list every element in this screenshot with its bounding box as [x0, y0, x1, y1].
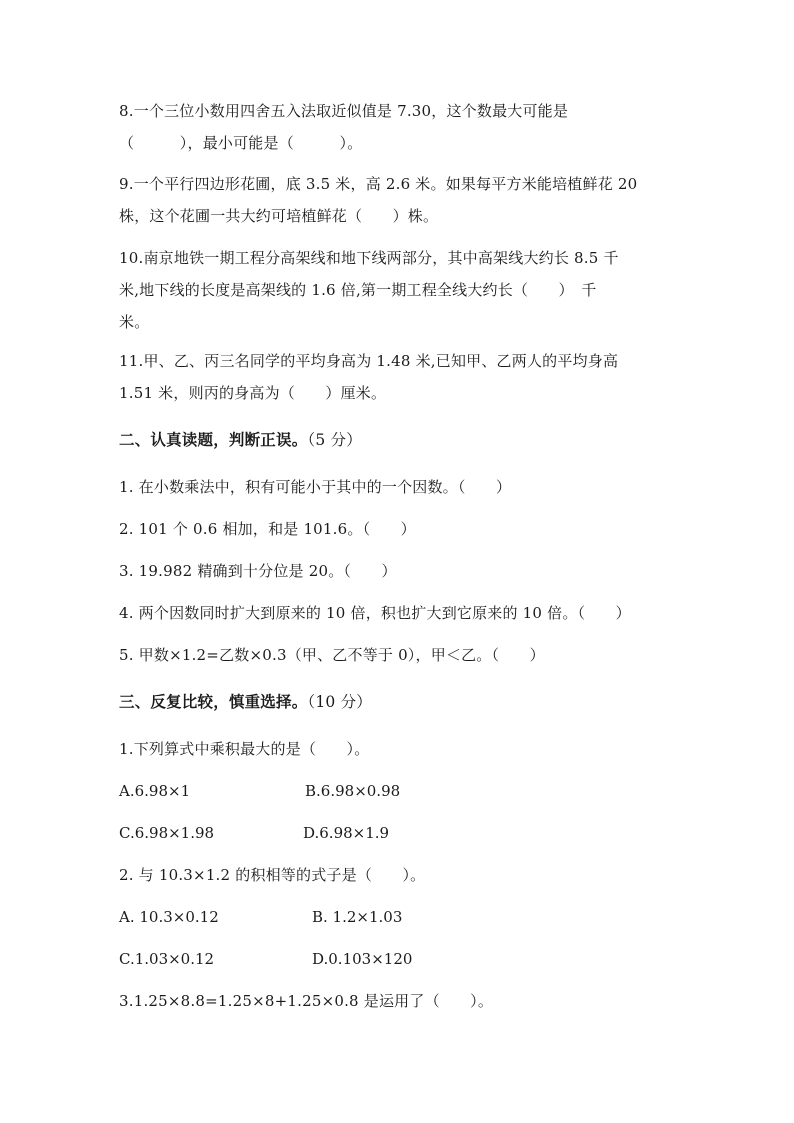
choice-question-2-stem: 2. 与 10.3×1.2 的积相等的式子是（ ）。 [119, 866, 426, 884]
question-10-line-3: 米。 [119, 313, 150, 331]
question-10-line-2: 米,地下线的长度是高架线的 1.6 倍,第一期工程全线大约长（ ） 千 [119, 281, 597, 299]
section-3-title: 三、反复比较，慎重选择。 [119, 692, 308, 711]
choice-1-option-d: D.6.98×1.9 [303, 824, 390, 842]
choice-2-option-c: C.1.03×0.12 [119, 950, 215, 968]
section-2-title: 二、认真读题，判断正误。 [119, 430, 308, 449]
choice-2-option-b: B. 1.2×1.03 [312, 908, 403, 926]
question-11-line-2: 1.51 米，则丙的身高为（ ）厘米。 [119, 384, 387, 402]
question-11-line-1: 11.甲、乙、丙三名同学的平均身高为 1.48 米,已知甲、乙两人的平均身高 [119, 352, 619, 370]
choice-2-option-d: D.0.103×120 [312, 950, 413, 968]
section-2-points: （5 分） [307, 431, 362, 449]
question-8-line-1: 8.一个三位小数用四舍五入法取近似值是 7.30，这个数最大可能是 [119, 102, 569, 120]
judge-item-2: 2. 101 个 0.6 相加，和是 101.6。（ ） [119, 520, 416, 538]
section-3-heading [119, 692, 372, 712]
judge-item-3: 3. 19.982 精确到十分位是 20。（ ） [119, 562, 397, 580]
choice-question-1-stem: 1.下列算式中乘积最大的是（ ）。 [119, 740, 370, 758]
judge-item-1: 1. 在小数乘法中，积有可能小于其中的一个因数。（ ） [119, 478, 512, 496]
question-8-line-2: （ ），最小可能是（ ）。 [119, 134, 363, 152]
question-9-line-1: 9.一个平行四边形花圃，底 3.5 米，高 2.6 米。如果每平方米能培植鲜花 20 [119, 175, 638, 193]
judge-item-4: 4. 两个因数同时扩大到原来的 10 倍，积也扩大到它原来的 10 倍。（ ） [119, 604, 631, 622]
judge-item-5: 5. 甲数×1.2=乙数×0.3（甲、乙不等于 0），甲＜乙。（ ） [119, 646, 545, 664]
section-3-points: （10 分） [307, 693, 373, 711]
choice-1-option-c: C.6.98×1.98 [119, 824, 215, 842]
section-2-heading [119, 430, 362, 450]
question-10-line-1: 10.南京地铁一期工程分高架线和地下线两部分，其中高架线大约长 8.5 千 [119, 249, 619, 267]
choice-question-3-stem: 3.1.25×8.8=1.25×8+1.25×0.8 是运用了（ ）。 [119, 992, 494, 1010]
question-9-line-2: 株，这个花圃一共大约可培植鲜花（ ）株。 [119, 207, 439, 225]
choice-1-option-b: B.6.98×0.98 [305, 782, 401, 800]
choice-2-option-a: A. 10.3×0.12 [119, 908, 219, 926]
choice-1-option-a: A.6.98×1 [119, 782, 191, 800]
